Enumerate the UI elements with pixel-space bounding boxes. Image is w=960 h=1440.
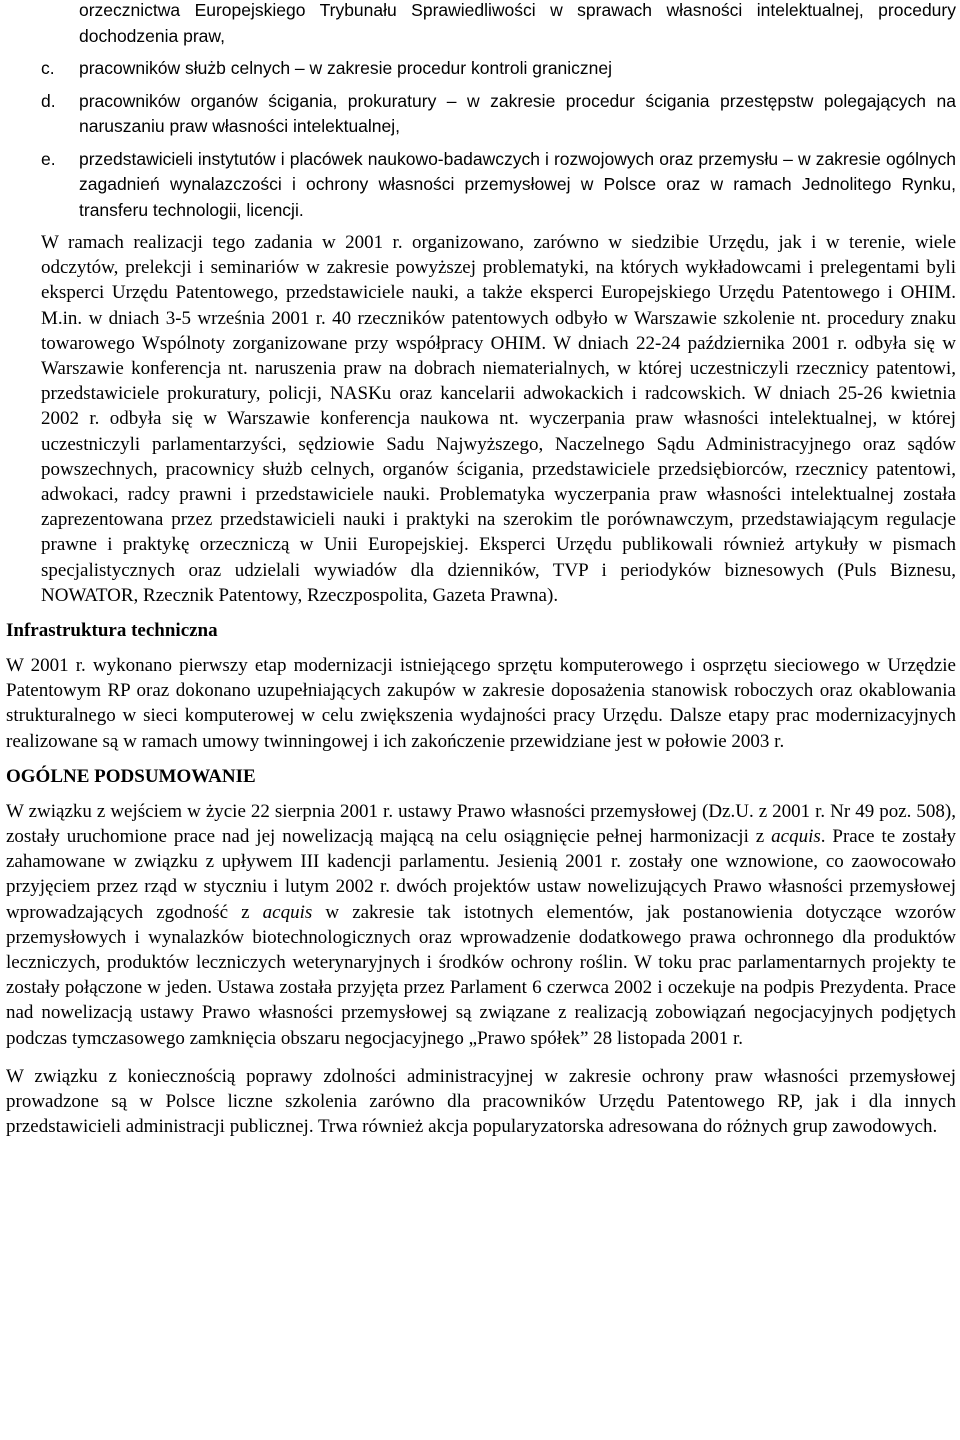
training-target-list [6, 0, 956, 223]
infrastructure-paragraph: W 2001 r. wykonano pierwszy etap modernizacji istniejącego sprzętu komputerowego i osprzętu sieciowego w Urzędzie Patentowym RP oraz dokonano uzupełniających zakupów w zakresie doposażenia stanowisk roboczych oraz okablowania strukturalnego w sieci komputerowej w celu zwiększenia wydajności pracy Urzędu. Dalsze etapy prac modernizacyjnych realizowane są w ramach umowy twinningowej i ich zakończenie przewidziane jest w połowie 2003 r. [6, 655, 956, 752]
list-item-text: pracowników służb celnych – w zakresie procedur kontroli granicznej [79, 58, 613, 78]
list-item-d [6, 89, 956, 140]
acquis-term: acquis [262, 901, 313, 923]
list-item-text: przedstawicieli instytutów i placówek naukowo-badawczych i rozwojowych oraz przemysłu – w zakresie ogólnych zagadnień wynalazczości i ochrony własności przemysłowej w Polsce oraz w ramach Jednolitego Rynku, transferu technologii, licencji. [79, 148, 956, 220]
summary-paragraph-2: W związku z koniecznością poprawy zdolności administracyjnej w zakresie ochrony praw własności przemysłowej prowadzone są w Polsce liczne szkolenia zarówno dla pracowników Urzędu Patentowego RP, jak i dla innych przedstawicieli administracji publicznej. Trwa również akcja popularyzatorska adresowana do różnych grup zawodowych. [6, 1065, 956, 1138]
list-marker: c. [41, 58, 55, 78]
document-page [6, 0, 956, 1140]
realization-paragraph: W ramach realizacji tego zadania w 2001 r. organizowano, zarówno w siedzibie Urzędu, jak i w terenie, wiele odczytów, prelekcji i seminariów w zakresie powyższej problematyki, na których wykładowcami i prelegentami byli eksperci Urzędu Patentowego, przedstawiciele nauki, a także eksperci Europejskiego Urzędu Patentowego i OHIM. M.in. w dniach 3-5 września 2001 r. 40 rzeczników patentowych odbyło w Warszawie szkolenie nt. procedury znaku towarowego Wspólnoty zorganizowane przy współpracy OHIM. W dniach 22-24 października 2001 r. odbyła się w Warszawie konferencja nt. naruszenia praw na dobrach niematerialnych, w której uczestniczyli rzecznicy patentowi, przedstawiciele prokuratury, policji, NASKu oraz kancelarii adwokackich i radcowskich. W dniach 25-26 kwietnia 2002 r. odbyła się w Warszawie konferencja naukowa nt. wyczerpania praw własności intelektualnej, w której uczestniczyli parlamentarzyści, sędziowie Sadu Najwyższego, Naczelnego Sądu Administracyjnego oraz sądów powszechnych, pracownicy służb celnych, organów ścigania, przedstawiciele przedsiębiorców, rzecznicy patentowi, adwokaci, radcy prawni i przedstawiciele nauki. Problematyka wyczerpania praw własności intelektualnej została zaprezentowana przez przedstawicieli nauki i praktyki na szerokim tle porównawczym, przedstawiającym regulacje prawne i praktykę orzeczniczą w Unii Europejskiej. Eksperci Urzędu publikowali również artykuły w pismach specjalistycznych oraz udzielali wywiadów dla dzienników, TVP i periodyków biznesowych (Puls Biznesu, NOWATOR, Rzecznik Patentowy, Rzeczpospolita, Gazeta Prawna). [41, 232, 956, 606]
list-item-text: pracowników organów ścigania, prokuratury – w zakresie procedur ścigania przestępstw polegających na naruszaniu praw własności intelektualnej, [79, 90, 956, 136]
infrastructure-heading: Infrastruktura techniczna [6, 620, 218, 642]
summary-heading: OGÓLNE PODSUMOWANIE [6, 765, 256, 787]
list-marker: e. [41, 148, 56, 169]
list-item-e [6, 147, 956, 224]
list-item-c [6, 56, 956, 82]
summary-text-segment: . Prace te zostały zahamowane w związku z upływem III kadencji parlamentu. Jesienią 2001 r. zostały one wznowione, co zaowocowało przyjęciem przez rząd w styczniu i lutym 2002 r. dwóch projektów ustaw nowelizujących Prawo własności przemysłowej wprowadzających zgodność z [6, 826, 956, 923]
list-marker: d. [41, 90, 56, 111]
acquis-term: acquis [771, 826, 821, 848]
summary-text-segment: w zakresie tak istotnych elementów, jak postanowienia dotyczące wzorów przemysłowych i wynalazków biotechnologicznych oraz wprowadzenie dodatkowego prawa ochronnego dla produktów leczniczych, produktów leczniczych weterynaryjnych i środków ochrony roślin. W toku prac parlamentarnych projekty te zostały połączone w jeden. Ustawa została przyjęta przez Parlament 6 czerwca 2002 i oczekuje na podpis Prezydenta. Prace nad nowelizacją ustawy Prawo własności przemysłowej są związane z realizacją zobowiązań negocjacyjnych podjętych podczas tymczasowego zamknięcia obszaru negocjacyjnego „Prawo spółek” 28 listopada 2001 r. [6, 901, 957, 1049]
summary-text-segment: W związku z wejściem w życie 22 sierpnia 2001 r. ustawy Prawo własności przemysłowej (Dz.U. z 2001 r. Nr 49 poz. 508), zostały uruchomione prace nad jej nowelizacją mającą na celu osiągnięcie pełnej harmonizacji z [6, 800, 956, 848]
list-item-continued: orzecznictwa Europejskiego Trybunału Sprawiedliwości w sprawach własności intelektualnej, procedury dochodzenia praw, [79, 0, 956, 46]
summary-paragraph-1 [6, 799, 956, 1051]
